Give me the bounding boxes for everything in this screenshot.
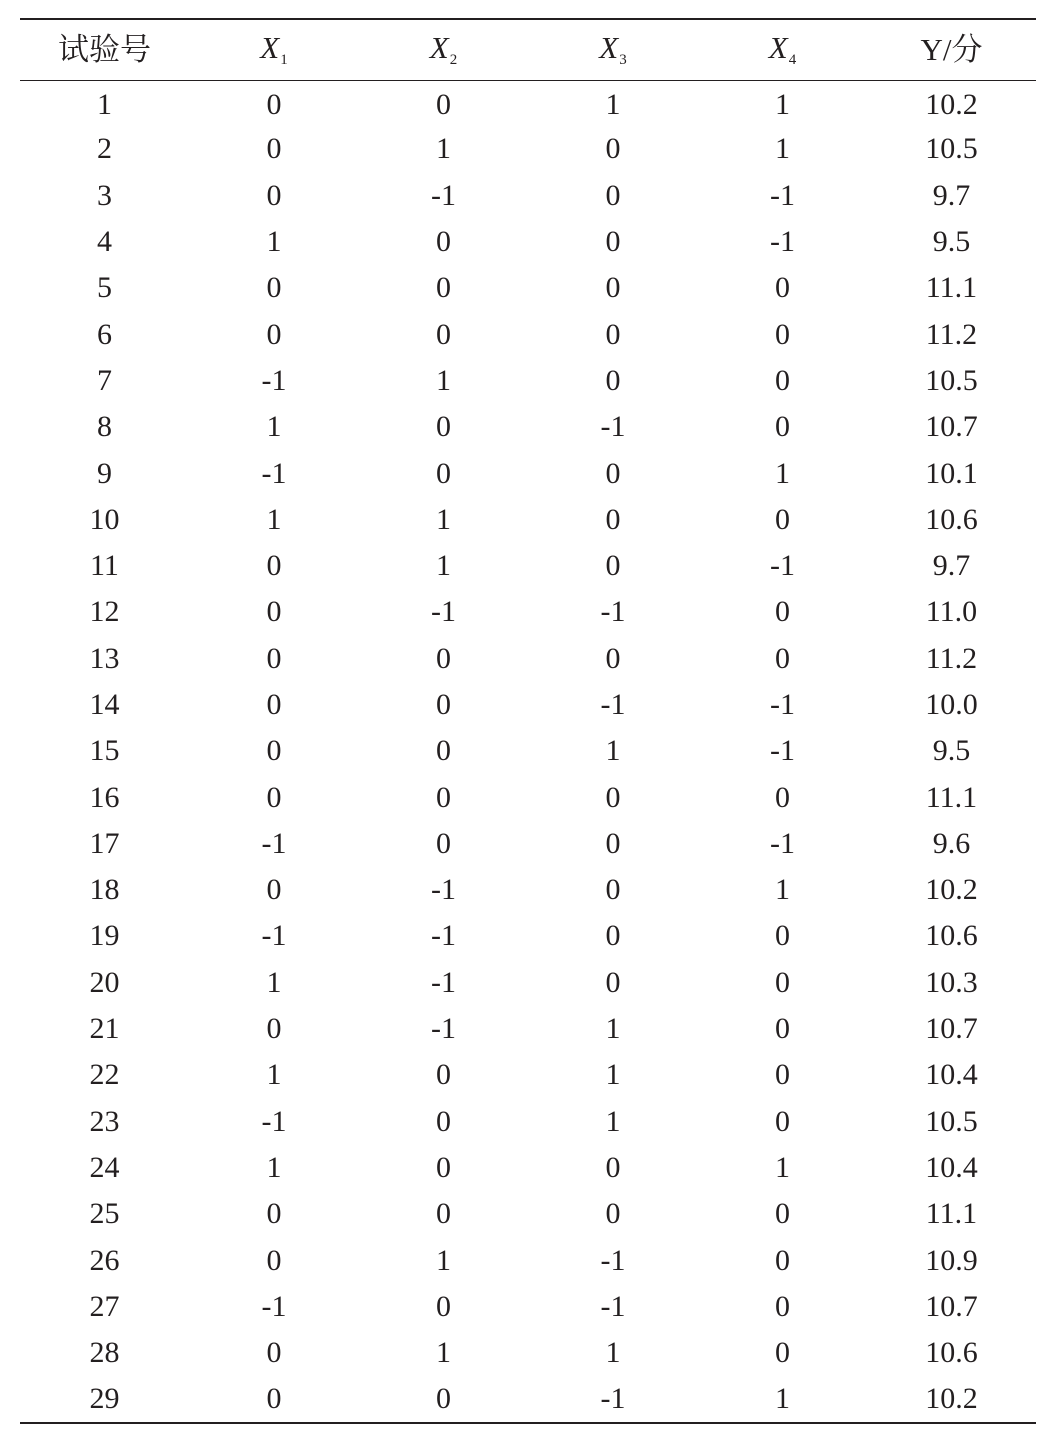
cell-x2: 0 bbox=[436, 271, 451, 305]
cell-x2: 1 bbox=[436, 363, 451, 397]
cell-y-score: 9.7 bbox=[932, 178, 971, 212]
cell-x2: 1 bbox=[436, 549, 451, 583]
cell-x4: -1 bbox=[770, 734, 795, 768]
cell-x2: 0 bbox=[436, 1381, 451, 1415]
cell-x2: 0 bbox=[436, 734, 451, 768]
table-row bbox=[20, 1191, 1036, 1237]
cell-y-score: 10.5 bbox=[925, 363, 978, 397]
cell-x1: -1 bbox=[261, 1104, 287, 1138]
cell-x1: 1 bbox=[266, 1150, 282, 1184]
cell-y-score: 10.0 bbox=[925, 688, 978, 721]
cell-x2: 1 bbox=[436, 1336, 451, 1370]
cell-x2: 0 bbox=[436, 225, 451, 259]
cell-trial-number: 26 bbox=[89, 1243, 120, 1277]
cell-trial-number: 21 bbox=[89, 1012, 120, 1046]
cell-x4: 0 bbox=[775, 641, 790, 675]
cell-x3: 0 bbox=[605, 1197, 621, 1231]
table-row bbox=[20, 960, 1036, 1006]
cell-x1: 0 bbox=[266, 873, 282, 907]
cell-y-score: 11.1 bbox=[925, 780, 978, 814]
cell-trial-number: 18 bbox=[89, 873, 120, 907]
cell-x2: -1 bbox=[431, 595, 456, 629]
cell-x2: 1 bbox=[436, 1243, 451, 1277]
cell-x2: -1 bbox=[431, 178, 456, 212]
header-x3: $X_3$ bbox=[599, 29, 627, 68]
cell-x3: 1 bbox=[605, 1058, 621, 1092]
cell-x3: 0 bbox=[605, 641, 621, 675]
cell-x4: 1 bbox=[775, 1381, 790, 1415]
cell-x3: -1 bbox=[600, 1243, 626, 1277]
cell-y-score: 10.9 bbox=[925, 1243, 978, 1277]
cell-x3: 0 bbox=[605, 225, 621, 259]
cell-x1: 0 bbox=[266, 178, 282, 212]
cell-x4: 0 bbox=[775, 1197, 790, 1231]
cell-trial-number: 3 bbox=[97, 178, 112, 212]
table-row bbox=[20, 1237, 1036, 1283]
cell-x4: 0 bbox=[775, 1336, 790, 1370]
table-row bbox=[20, 1145, 1036, 1191]
cell-x3: 0 bbox=[605, 317, 621, 351]
cell-x2: 0 bbox=[436, 456, 451, 490]
cell-x2: 1 bbox=[436, 132, 451, 166]
cell-trial-number: 14 bbox=[89, 688, 120, 721]
cell-x4: -1 bbox=[770, 549, 795, 583]
cell-y-score: 10.2 bbox=[925, 88, 978, 122]
cell-x1: 0 bbox=[266, 734, 282, 768]
cell-x1: 0 bbox=[266, 1336, 282, 1370]
cell-x1: 0 bbox=[266, 1243, 282, 1277]
cell-x3: 0 bbox=[605, 873, 621, 907]
cell-y-score: 10.7 bbox=[925, 1012, 978, 1046]
cell-y-score: 10.3 bbox=[925, 965, 978, 999]
table-row bbox=[20, 636, 1036, 682]
cell-trial-number: 7 bbox=[97, 363, 112, 397]
cell-x4: 1 bbox=[775, 88, 790, 122]
table-row bbox=[20, 219, 1036, 265]
cell-x4: 1 bbox=[775, 132, 790, 166]
cell-x4: 1 bbox=[775, 873, 790, 907]
cell-x1: 0 bbox=[266, 688, 282, 721]
cell-x1: 1 bbox=[266, 1058, 282, 1092]
cell-trial-number: 28 bbox=[89, 1336, 120, 1370]
cell-y-score: 10.2 bbox=[925, 873, 978, 907]
cell-x4: 1 bbox=[775, 456, 790, 490]
cell-x4: 0 bbox=[775, 780, 790, 814]
cell-trial-number: 24 bbox=[89, 1150, 120, 1184]
cell-x3: 0 bbox=[605, 549, 621, 583]
cell-x2: 0 bbox=[436, 826, 451, 860]
cell-y-score: 10.5 bbox=[925, 132, 978, 166]
table-row bbox=[20, 913, 1036, 959]
cell-y-score: 10.7 bbox=[925, 410, 978, 444]
cell-trial-number: 17 bbox=[89, 826, 120, 860]
cell-trial-number: 4 bbox=[97, 225, 112, 259]
cell-x2: 0 bbox=[436, 688, 451, 721]
cell-x3: 0 bbox=[605, 271, 621, 305]
cell-x3: 0 bbox=[605, 178, 621, 212]
cell-trial-number: 27 bbox=[89, 1289, 120, 1323]
cell-x1: 0 bbox=[266, 317, 282, 351]
cell-x3: 0 bbox=[605, 965, 621, 999]
cell-x4: 0 bbox=[775, 1289, 790, 1323]
cell-y-score: 10.1 bbox=[925, 456, 978, 490]
cell-x2: 0 bbox=[436, 1289, 451, 1323]
header-x1: $X_1$ bbox=[260, 29, 288, 68]
cell-y-score: 11.1 bbox=[925, 1197, 978, 1231]
cell-x3: -1 bbox=[600, 1289, 626, 1323]
cell-y-score: 11.2 bbox=[925, 641, 978, 675]
cell-y-score: 11.1 bbox=[925, 271, 978, 305]
cell-trial-number: 23 bbox=[89, 1104, 120, 1138]
cell-y-score: 10.4 bbox=[925, 1058, 978, 1092]
cell-x2: 0 bbox=[436, 780, 451, 814]
cell-x1: 0 bbox=[266, 780, 282, 814]
cell-x1: -1 bbox=[261, 826, 287, 860]
cell-y-score: 10.2 bbox=[925, 1381, 978, 1415]
cell-x2: 0 bbox=[436, 1150, 451, 1184]
cell-x3: 1 bbox=[605, 88, 621, 122]
cell-x3: 0 bbox=[605, 132, 621, 166]
experiment-design-table bbox=[20, 18, 1036, 1424]
cell-x1: -1 bbox=[261, 456, 287, 490]
cell-x2: -1 bbox=[431, 873, 456, 907]
cell-x3: -1 bbox=[600, 595, 626, 629]
cell-x3: 0 bbox=[605, 826, 621, 860]
cell-y-score: 9.6 bbox=[932, 826, 971, 860]
cell-x2: 1 bbox=[436, 502, 451, 536]
cell-x4: 0 bbox=[775, 595, 790, 629]
cell-x2: 0 bbox=[436, 1058, 451, 1092]
cell-x3: 0 bbox=[605, 780, 621, 814]
cell-trial-number: 13 bbox=[89, 641, 120, 675]
cell-x1: 0 bbox=[266, 88, 282, 122]
cell-x2: 0 bbox=[436, 1197, 451, 1231]
table-row bbox=[20, 774, 1036, 820]
cell-x2: -1 bbox=[431, 965, 456, 999]
cell-x1: 1 bbox=[266, 410, 282, 444]
cell-y-score: 11.0 bbox=[925, 595, 978, 629]
cell-x4: -1 bbox=[770, 178, 795, 212]
table-row bbox=[20, 404, 1036, 450]
cell-trial-number: 16 bbox=[89, 780, 120, 814]
header-trial-number: 试验号 bbox=[58, 32, 151, 68]
cell-x3: 0 bbox=[605, 502, 621, 536]
cell-y-score: 10.6 bbox=[925, 919, 978, 953]
table-header bbox=[20, 19, 1036, 80]
header-x2: $X_2$ bbox=[429, 29, 458, 68]
cell-trial-number: 11 bbox=[90, 549, 119, 583]
cell-x1: -1 bbox=[261, 919, 287, 953]
cell-x3: -1 bbox=[600, 1381, 626, 1415]
table-row bbox=[20, 497, 1036, 543]
cell-x1: 0 bbox=[266, 549, 282, 583]
cell-trial-number: 22 bbox=[89, 1058, 120, 1092]
cell-x4: 1 bbox=[775, 1150, 790, 1184]
cell-y-score: 10.7 bbox=[925, 1289, 978, 1323]
cell-x3: 0 bbox=[605, 919, 621, 953]
cell-x3: -1 bbox=[600, 688, 626, 721]
cell-trial-number: 6 bbox=[97, 317, 112, 351]
cell-trial-number: 25 bbox=[89, 1197, 120, 1231]
cell-trial-number: 1 bbox=[97, 88, 112, 122]
cell-y-score: 10.5 bbox=[925, 1104, 978, 1138]
cell-x4: -1 bbox=[770, 826, 795, 860]
cell-x2: 0 bbox=[436, 317, 451, 351]
cell-x3: 1 bbox=[605, 1104, 621, 1138]
cell-x2: 0 bbox=[436, 1104, 451, 1138]
table-row bbox=[20, 1099, 1036, 1145]
cell-x3: 1 bbox=[605, 734, 621, 768]
cell-x2: 0 bbox=[436, 88, 451, 122]
cell-x4: 0 bbox=[775, 271, 790, 305]
cell-x4: 0 bbox=[775, 317, 790, 351]
table-row bbox=[20, 682, 1036, 728]
cell-y-score: 9.7 bbox=[932, 549, 971, 583]
cell-x1: 0 bbox=[266, 271, 282, 305]
table-row bbox=[20, 126, 1036, 172]
cell-y-score: 10.4 bbox=[925, 1150, 978, 1184]
cell-trial-number: 15 bbox=[89, 734, 120, 768]
cell-x3: 0 bbox=[605, 1150, 621, 1184]
cell-y-score: 9.5 bbox=[932, 225, 971, 259]
cell-trial-number: 5 bbox=[97, 271, 112, 305]
cell-trial-number: 8 bbox=[97, 410, 112, 444]
cell-trial-number: 12 bbox=[89, 595, 120, 629]
cell-x2: -1 bbox=[431, 1012, 456, 1046]
cell-y-score: 9.5 bbox=[932, 734, 971, 768]
cell-trial-number: 19 bbox=[89, 919, 120, 953]
table-row bbox=[20, 450, 1036, 496]
table-row bbox=[20, 1284, 1036, 1330]
cell-trial-number: 29 bbox=[89, 1381, 120, 1415]
cell-x2: 0 bbox=[436, 410, 451, 444]
table-row bbox=[20, 728, 1036, 774]
cell-x1: 1 bbox=[266, 965, 282, 999]
cell-y-score: 11.2 bbox=[925, 317, 978, 351]
cell-trial-number: 10 bbox=[89, 502, 120, 536]
header-x4: $X_4$ bbox=[768, 29, 797, 68]
cell-trial-number: 20 bbox=[89, 965, 120, 999]
cell-trial-number: 9 bbox=[97, 456, 112, 490]
cell-x4: 0 bbox=[775, 410, 790, 444]
cell-x1: 0 bbox=[266, 1012, 282, 1046]
table-row bbox=[20, 589, 1036, 635]
cell-x3: 1 bbox=[605, 1012, 621, 1046]
table-row bbox=[20, 821, 1036, 867]
table-row bbox=[20, 543, 1036, 589]
table-body bbox=[20, 80, 1036, 1423]
cell-x2: -1 bbox=[431, 919, 456, 953]
cell-x4: 0 bbox=[775, 1012, 790, 1046]
cell-x2: 0 bbox=[436, 641, 451, 675]
table-row bbox=[20, 311, 1036, 357]
cell-x4: 0 bbox=[775, 1243, 790, 1277]
cell-x1: 1 bbox=[266, 502, 282, 536]
table-row bbox=[20, 173, 1036, 219]
table-row bbox=[20, 265, 1036, 311]
cell-x3: -1 bbox=[600, 410, 626, 444]
cell-x3: 0 bbox=[605, 456, 621, 490]
cell-trial-number: 2 bbox=[97, 132, 112, 166]
cell-x3: 0 bbox=[605, 363, 621, 397]
cell-x4: 0 bbox=[775, 965, 790, 999]
table-row bbox=[20, 867, 1036, 913]
header-row bbox=[20, 19, 1036, 80]
cell-x1: 0 bbox=[266, 1197, 282, 1231]
table-row bbox=[20, 1376, 1036, 1422]
cell-x1: -1 bbox=[261, 1289, 287, 1323]
cell-x1: 0 bbox=[266, 132, 282, 166]
cell-x1: 0 bbox=[266, 595, 282, 629]
cell-x4: -1 bbox=[770, 688, 795, 721]
cell-x1: -1 bbox=[261, 363, 287, 397]
table-row bbox=[20, 80, 1036, 126]
cell-x3: 1 bbox=[605, 1336, 621, 1370]
cell-y-score: 10.6 bbox=[925, 1336, 978, 1370]
cell-x4: 0 bbox=[775, 363, 790, 397]
cell-y-score: 10.6 bbox=[925, 502, 978, 536]
cell-x1: 0 bbox=[266, 1381, 282, 1415]
cell-x1: 0 bbox=[266, 641, 282, 675]
cell-x4: 0 bbox=[775, 1058, 790, 1092]
table-row bbox=[20, 1006, 1036, 1052]
table-row bbox=[20, 358, 1036, 404]
cell-x4: 0 bbox=[775, 1104, 790, 1138]
header-y-score: Y/分 bbox=[920, 32, 983, 68]
cell-x4: 0 bbox=[775, 919, 790, 953]
table-row bbox=[20, 1330, 1036, 1376]
experiment-table-container bbox=[20, 18, 1036, 1424]
cell-x1: 1 bbox=[266, 225, 282, 259]
cell-x4: -1 bbox=[770, 225, 795, 259]
table-row bbox=[20, 1052, 1036, 1098]
cell-x4: 0 bbox=[775, 502, 790, 536]
